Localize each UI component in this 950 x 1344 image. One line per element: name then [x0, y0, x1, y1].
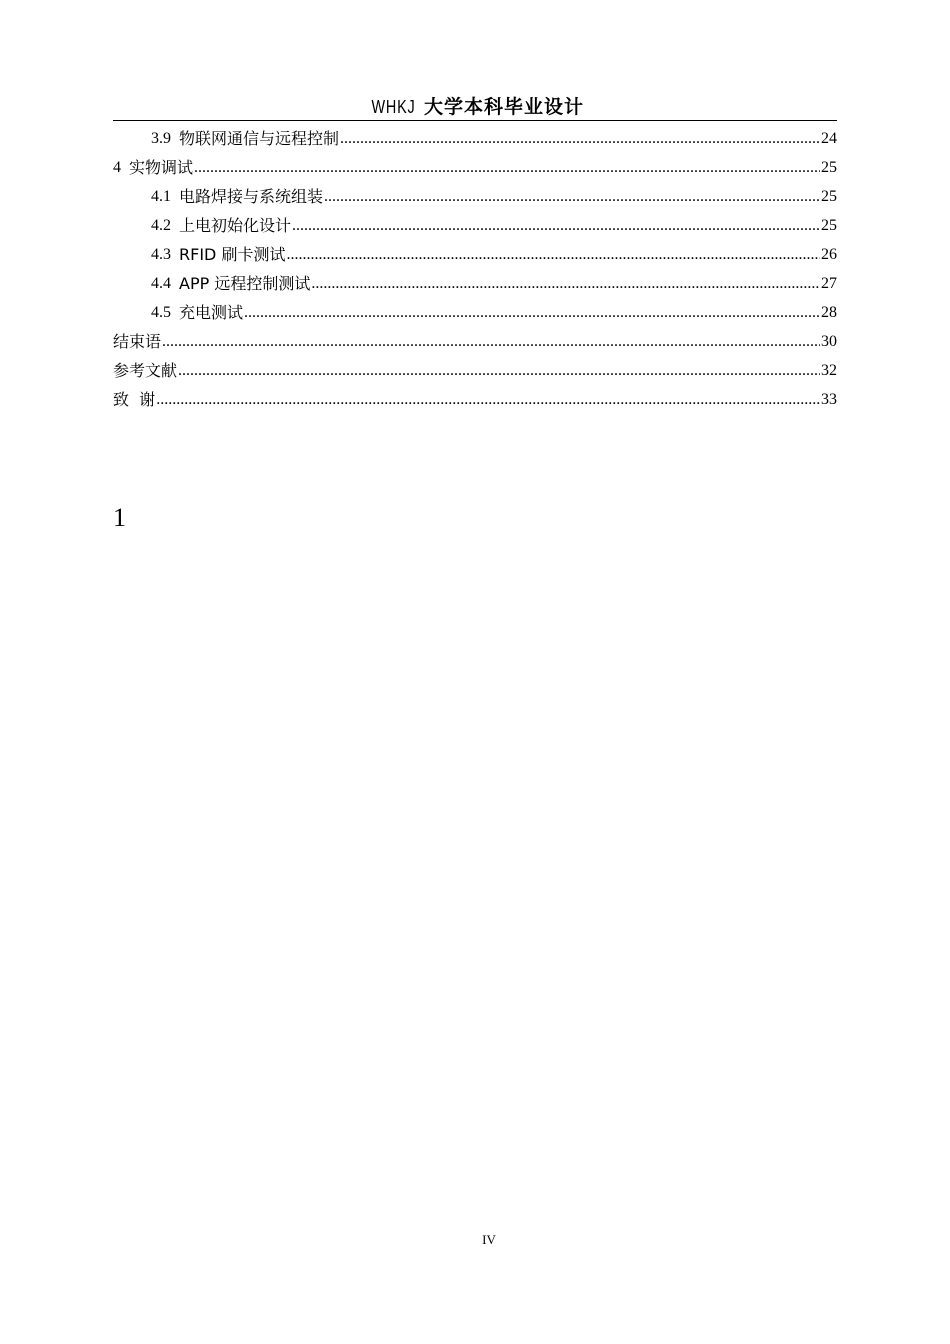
toc-entry-label: 结束语	[113, 332, 162, 351]
toc-entry-label: 实物调试	[129, 158, 194, 177]
toc-entry-page: 30	[821, 333, 837, 350]
stray-number: 1	[113, 503, 126, 532]
toc-entry[interactable]	[113, 295, 837, 324]
header-title-cjk: 大学本科毕业设计	[424, 96, 585, 118]
toc-entry-label: APP 远程控制测试	[179, 274, 311, 293]
toc-entry-page: 24	[821, 130, 837, 147]
toc-entry[interactable]	[113, 382, 837, 411]
toc-leader-dots	[244, 302, 820, 324]
toc-leader-dots	[311, 273, 820, 295]
toc-entry-number: 4.1	[151, 188, 179, 205]
toc-entry-number: 4	[113, 159, 129, 176]
toc-entry-number: 4.5	[151, 304, 179, 321]
toc-entry[interactable]	[113, 179, 837, 208]
toc-entry-page: 25	[821, 159, 837, 176]
toc-entry[interactable]	[113, 150, 837, 179]
toc-entry-number: 3.9	[151, 130, 179, 147]
toc-entry-label: 致 谢	[113, 390, 156, 409]
toc-entry[interactable]	[113, 353, 837, 382]
toc-entry[interactable]	[113, 121, 837, 150]
toc-entry-page: 25	[821, 217, 837, 234]
toc-entry[interactable]	[113, 324, 837, 353]
toc-entry-label: 上电初始化设计	[179, 216, 292, 235]
header-title-latin: WHKJ	[371, 97, 416, 117]
page-header	[113, 95, 837, 121]
toc-entry-number: 4.4	[151, 275, 179, 292]
table-of-contents	[113, 121, 837, 411]
toc-leader-dots	[286, 244, 820, 266]
toc-entry-number: 4.2	[151, 217, 179, 234]
toc-entry[interactable]	[113, 237, 837, 266]
toc-leader-dots	[156, 389, 820, 411]
toc-leader-dots	[178, 360, 820, 382]
toc-leader-dots	[324, 186, 820, 208]
toc-entry-number: 4.3	[151, 246, 179, 263]
toc-entry-page: 33	[821, 391, 837, 408]
toc-entry-label: 参考文献	[113, 361, 178, 380]
toc-leader-dots	[194, 157, 820, 179]
toc-leader-dots	[292, 215, 820, 237]
toc-entry-page: 27	[821, 275, 837, 292]
toc-entry-page: 28	[821, 304, 837, 321]
page-number-footer: IV	[482, 1232, 496, 1247]
toc-entry[interactable]	[113, 266, 837, 295]
toc-entry-page: 26	[821, 246, 837, 263]
toc-entry-label: 物联网通信与远程控制	[179, 129, 340, 148]
toc-entry-page: 32	[821, 362, 837, 379]
toc-leader-dots	[162, 331, 820, 353]
toc-leader-dots	[340, 128, 820, 150]
header-title	[366, 95, 584, 119]
toc-entry-label: RFID 刷卡测试	[179, 245, 286, 264]
toc-entry-page: 25	[821, 188, 837, 205]
toc-entry-label: 充电测试	[179, 303, 244, 322]
toc-entry-label: 电路焊接与系统组装	[179, 187, 324, 206]
toc-entry[interactable]	[113, 208, 837, 237]
